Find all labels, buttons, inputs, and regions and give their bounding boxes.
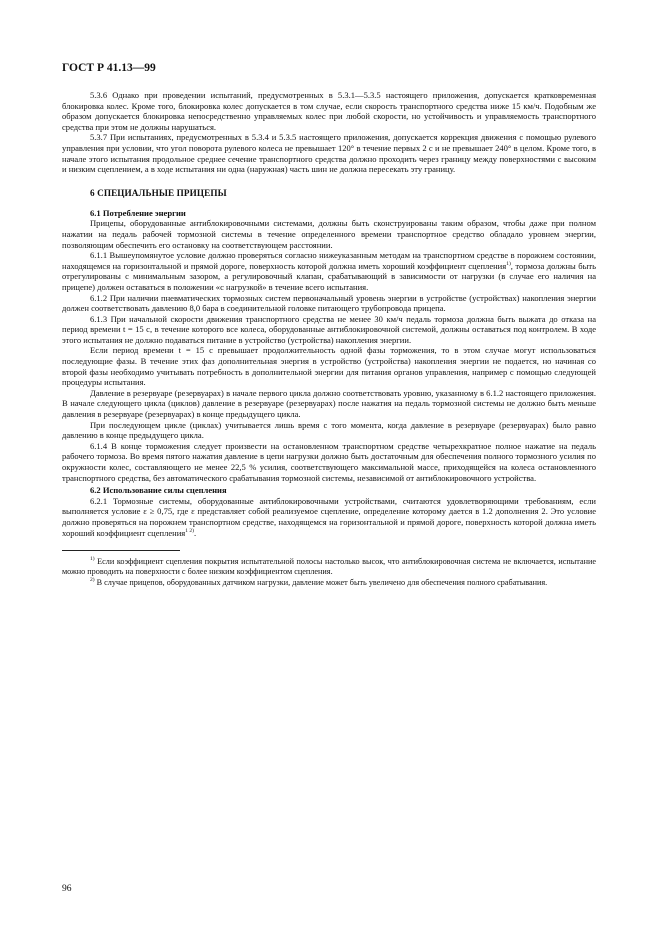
footnote-2-text: В случае прицепов, оборудованных датчиком нагрузки, давление может быть увеличено для обеспечения полного срабатывания. <box>94 577 548 587</box>
section-title: 6 СПЕЦИАЛЬНЫЕ ПРИЦЕПЫ <box>90 187 227 198</box>
paragraph-5-3-7: 5.3.7 При испытаниях, предусмотренных в 5.3.4 и 5.3.5 настоящего приложения, допускается коррекция движения с помощью рулевого управления при условии, что угол поворота рулевого колеса не превышает 120° в течение первых 2 с и не превышает 240° в целом. Кроме того, в начале этого испытания продольное среднее сечение транспортного средства должно проходить через границу между поверхностями с высоким и низким сцеплением, а в ходе испытания ни одна (наружная) часть шин не должна пересекать эту границу. <box>62 132 596 175</box>
page-number: 96 <box>62 884 72 894</box>
paragraph-6-1-3: 6.1.3 При начальной скорости движения транспортного средства не менее 30 км/ч педаль тормоза должна быть выжата до отказа на период времени t = 15 с, в течение которого все колеса, оборудованные антиблокировочной системой, должны оставаться под контролем. В ходе этого испытания не должно подаваться питание в устройство (устройства) накопления энергии. <box>62 313 596 345</box>
paragraph-5-3-6: 5.3.6 Однако при проведении испытаний, предусмотренных в 5.3.1—5.3.5 настоящего приложения, допускается кратковременная блокировка колес. Кроме того, блокировка колес допускается в том случае, если скорость транспортного средства ниже 15 км/ч. Подобным же образом допускается блокировка непосредственно управляемых колес при любой скорости, но устойчивость и управляемость транспортного средства при этом не должны нарушаться. <box>62 90 596 132</box>
footnote-1-mark: 1) <box>90 556 95 563</box>
footnote-ref-1-2: 1 2) <box>185 527 194 534</box>
footnote-1-text: Если коэффициент сцепления покрытия испытательной полосы настолько высок, что антиблокировочная система не включается, испытание можно проводить на поверхности с более низким коэффициентом сцепления. <box>62 557 596 577</box>
paragraph-6-1-4: 6.1.4 В конце торможения следует произвести на остановленном транспортном средстве четырехкратное полное нажатие на педаль рабочего тормоза. Во время пятого нажатия давление в цепи нагрузки должно быть достаточным для обеспечения полного тормозного усилия по окружности колес, составляющего не менее 22,5 % усилия, соответствующего максимальной массе, приходящейся на колеса остановленного транспортного средства, без автоматического срабатывания тормозной системы, независимой от антиблокировочного устройства. <box>62 440 596 483</box>
paragraph-6-1-1 <box>62 250 596 292</box>
paragraph-6-2-1-text-a: 6.2.1 Тормозные системы, оборудованные антиблокировочными устройствами, считаются удовлетворяющими требованиям, если выполняется условие ε ≥ 0,75, где ε представляет собой реализуемое сцепление, определение которому дается в 1.2 дополнения 2. Это условие должно проверяться на порожнем транспортном средстве, находящемся на горизонтальной и прямой дороге, поверхность которой должна иметь хороший коэффициент сцепления <box>62 495 596 538</box>
subsection-6-1-title: 6.1 Потребление энергии <box>90 207 186 218</box>
paragraph-6-2-1-text-b: . <box>193 527 197 538</box>
footnote-2 <box>62 578 596 588</box>
paragraph-6-1: Прицепы, оборудованные антиблокировочными системами, должны быть сконструированы таким образом, чтобы даже при полном нажатии на педаль рабочей тормозной системы в течение определенного времени транспортное средство обладало уровнем энергии, позволяющим обеспечить его остановку на соответствующем расстоянии. <box>62 218 596 250</box>
paragraph-6-1-1-text-b: , тормоза должны быть отрегулированы с минимальным зазором, а регулировочный клапан, срабатывающий в зависимости от нагрузки (в случае его наличия на прицепе) должен оставаться в положении «с нагрузкой» в течение всего испытания. <box>62 260 596 292</box>
paragraph-6-1-3-b: Если период времени t = 15 с превышает продолжительность одной фазы торможения, то в этом случае могут использоваться последующие фазы. В течение этих фаз дополнительная энергия в устройство (устройства) накопления энергии не подается, но начиная со второй фазы необходимо учитывать потребность в дополнительной энергии для питания органов управления, например с помощью следующей процедуры испытания. <box>62 345 596 388</box>
paragraph-6-1-2: 6.1.2 При наличии пневматических тормозных систем первоначальный уровень энергии в устройстве (устройствах) накопления энергии должен соответствовать давлению 8,0 бара в соединительной головке питающего трубопровода прицепа. <box>62 292 596 314</box>
footnote-divider <box>62 550 180 551</box>
paragraph-6-1-3-c: Давление в резервуаре (резервуарах) в начале первого цикла должно соответствовать уровню, указанному в 6.1.2 настоящего приложения. В начале следующего цикла (циклов) давление в резервуаре (резервуарах) после нажатия на педаль тормозной системы не должно быть меньше давления в резервуаре (резервуарах) в конце предыдущего цикла. <box>62 387 596 420</box>
paragraph-6-1-1-text-a: 6.1.1 Вышеупомянутое условие должно проверяться согласно нижеуказанным методам на транспортном средстве в порожнем состоянии, находящемся на горизонтальной и прямой дороге, поверхность которой должна иметь хороший коэффициент сцепления <box>62 250 596 271</box>
footnote-1 <box>62 557 596 577</box>
footnote-2-mark: 2) <box>90 576 95 583</box>
document-page <box>62 62 596 588</box>
paragraph-6-1-3-d: При последующем цикле (циклах) учитывается лишь время с того момента, когда давление в резервуаре (резервуарах) было равно давлению в конце предыдущего цикла. <box>62 419 596 441</box>
paragraph-6-2-1 <box>62 496 596 538</box>
footnotes <box>62 557 596 588</box>
footnote-ref-1: 1) <box>506 260 511 267</box>
subsection-6-2-title: 6.2 Использование силы сцепления <box>90 485 227 496</box>
document-header: ГОСТ Р 41.13—99 <box>62 62 156 74</box>
